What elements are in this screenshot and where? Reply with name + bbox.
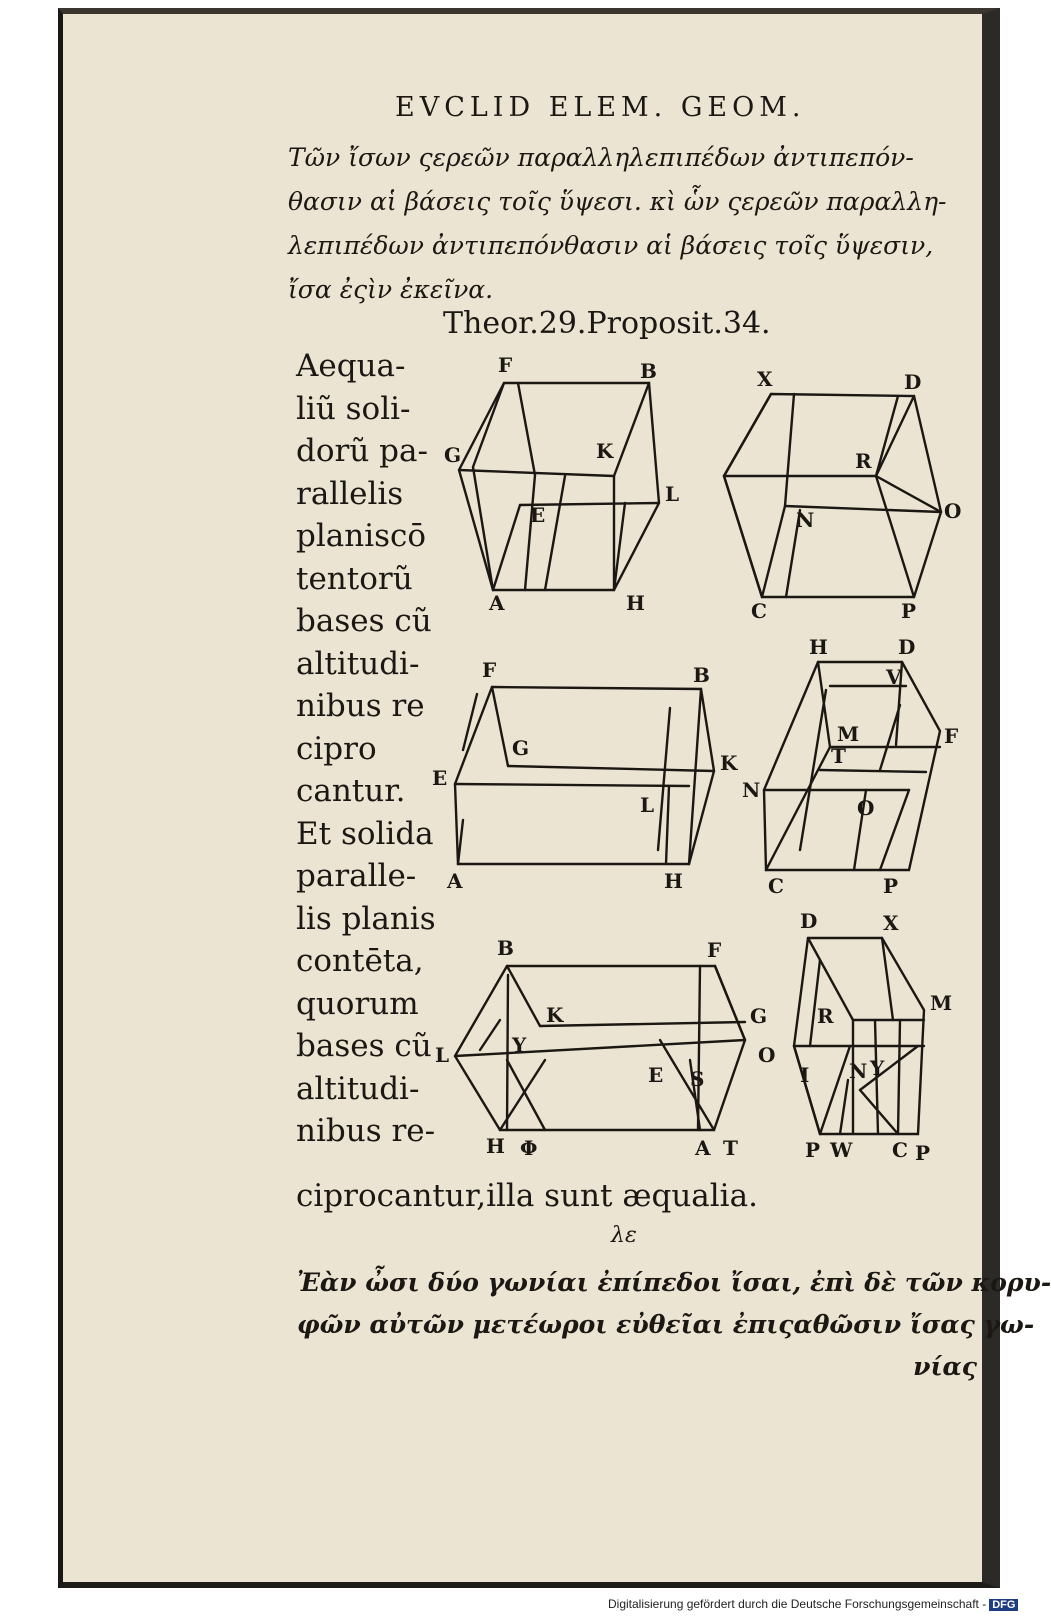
latin-line: bases cũ [296, 603, 432, 639]
fig6-label: W [830, 1138, 853, 1162]
fig2-label: O [944, 499, 962, 523]
fig4-label: T [831, 744, 846, 768]
fig5-label: A [695, 1136, 711, 1160]
latin-line: altitudi- [296, 645, 420, 682]
figure-4-parallelepiped [742, 635, 958, 898]
latin-line: cantur. [296, 773, 406, 809]
fig6-label: P [915, 1141, 931, 1165]
greek-line: λεπιπέδων ἀντιπεπόνθασιν αἱ βάσεις τοῖς ὕψεσιν, [288, 231, 934, 260]
fig6-label: N [849, 1059, 868, 1083]
fig1-label: E [530, 503, 546, 527]
fig3-label: H [664, 869, 683, 893]
fig6-label: Y [870, 1056, 885, 1080]
fig5-label: T [723, 1136, 738, 1160]
latin-conclusion: ciprocantur,illa sunt æqualia. [296, 1178, 758, 1214]
fig6-label: M [930, 991, 953, 1015]
latin-line: rallelis [296, 475, 404, 512]
fig6-label: I [800, 1063, 810, 1087]
greek-line: ἴσα ἐςὶν ἐκεῖνα. [288, 275, 494, 304]
fig3-label: K [720, 751, 738, 775]
fig2-label: C [751, 599, 767, 623]
fig3-label: F [482, 658, 497, 682]
latin-line: nibus re [296, 688, 425, 724]
figure-2-parallelepiped [724, 367, 961, 623]
fig1-label: K [596, 439, 614, 463]
fig5-label: Y [512, 1033, 527, 1057]
latin-line: lis planis [296, 900, 436, 937]
greek-line: Τῶν ἴσων ςερεῶν παραλληλεπιπέδων ἀντιπεπόν- [288, 143, 914, 172]
fig4-label: V [886, 665, 902, 689]
fig6-label: C [892, 1138, 908, 1162]
fig5-label: H [486, 1134, 505, 1158]
fig5-label: B [497, 936, 514, 960]
fig3-label: L [640, 793, 655, 817]
fig3-label: B [693, 663, 710, 687]
fig4-label: C [768, 874, 784, 898]
latin-line: Et solida [296, 815, 434, 852]
fig4-label: N [742, 778, 761, 802]
fig5-label: E [648, 1063, 664, 1087]
fig5-label: F [707, 938, 722, 962]
fig5-label: Φ [520, 1136, 538, 1160]
fig1-label: B [640, 359, 657, 383]
fig4-label: H [809, 635, 828, 659]
latin-line: paralle- [296, 858, 417, 894]
greek-proposition-bottom [297, 1262, 1051, 1388]
fig1-label: F [498, 353, 513, 377]
fig6-label: X [883, 911, 899, 935]
latin-line: dorũ pa- [296, 433, 428, 469]
fig3-label: G [512, 736, 530, 760]
fig2-label: N [796, 508, 815, 532]
latin-line: altitudi- [296, 1070, 420, 1107]
latin-line: bases cũ [296, 1028, 432, 1064]
fig2-label: D [904, 370, 922, 394]
figure-6-parallelepiped [794, 909, 952, 1165]
fig2-label: R [855, 449, 872, 473]
latin-line: cipro [296, 730, 377, 767]
figure-1-parallelepiped [444, 353, 679, 615]
section-mark: λε [611, 1223, 637, 1248]
theorem-title: Theor.29.Proposit.34. [443, 306, 771, 341]
footer-text: Digitalisierung gefördert durch die Deutsche Forschungsgemeinschaft - [608, 1597, 987, 1611]
figure-5-parallelepiped [435, 936, 775, 1160]
fig1-label: A [489, 591, 505, 615]
latin-line: liũ soli- [296, 390, 411, 427]
fig6-label: P [805, 1138, 821, 1162]
fig6-label: D [800, 909, 818, 933]
fig3-label: E [432, 766, 448, 790]
fig5-label: S [690, 1067, 705, 1091]
greek-line: θασιν αἱ βάσεις τοῖς ὕψεσι. κὶ ὧν ςερεῶν παραλλη- [288, 187, 947, 216]
latin-line: nibus re- [296, 1113, 436, 1149]
latin-line: quorum [296, 985, 419, 1022]
fig2-label: X [757, 367, 773, 391]
latin-line: Aequa- [296, 348, 406, 384]
fig1-label: L [665, 482, 680, 506]
running-header: EVCLID ELEM. GEOM. [395, 92, 806, 123]
fig5-label: O [758, 1043, 776, 1067]
fig4-label: P [883, 874, 899, 898]
fig5-label: G [750, 1004, 768, 1028]
latin-line: contēta, [296, 943, 424, 979]
fig5-label: K [546, 1003, 564, 1027]
latin-line: planiscō [296, 518, 427, 554]
digitization-credit [608, 1597, 1018, 1611]
fig1-label: G [444, 443, 462, 467]
fig4-label: M [837, 722, 860, 746]
fig4-label: D [898, 635, 916, 659]
fig4-label: O [857, 796, 875, 820]
greek-line: φῶν αὐτῶν μετέωροι εὐθεῖαι ἐπιςαθῶσιν ἴσας γω- [297, 1310, 1035, 1339]
fig3-label: A [447, 869, 463, 893]
latin-line: tentorũ [296, 560, 413, 597]
dfg-logo: DFG [989, 1599, 1018, 1611]
figure-3-parallelepiped [432, 658, 738, 893]
greek-line: Ἐὰν ὦσι δύο γωνίαι ἐπίπεδοι ἴσαι, ἐπὶ δὲ τῶν κορυ- [297, 1268, 1051, 1297]
fig5-label: L [435, 1043, 450, 1067]
fig4-label: F [944, 724, 959, 748]
fig2-label: P [901, 599, 917, 623]
fig1-label: H [626, 591, 645, 615]
fig6-label: R [817, 1004, 834, 1028]
greek-catchword: νίας [913, 1352, 977, 1381]
